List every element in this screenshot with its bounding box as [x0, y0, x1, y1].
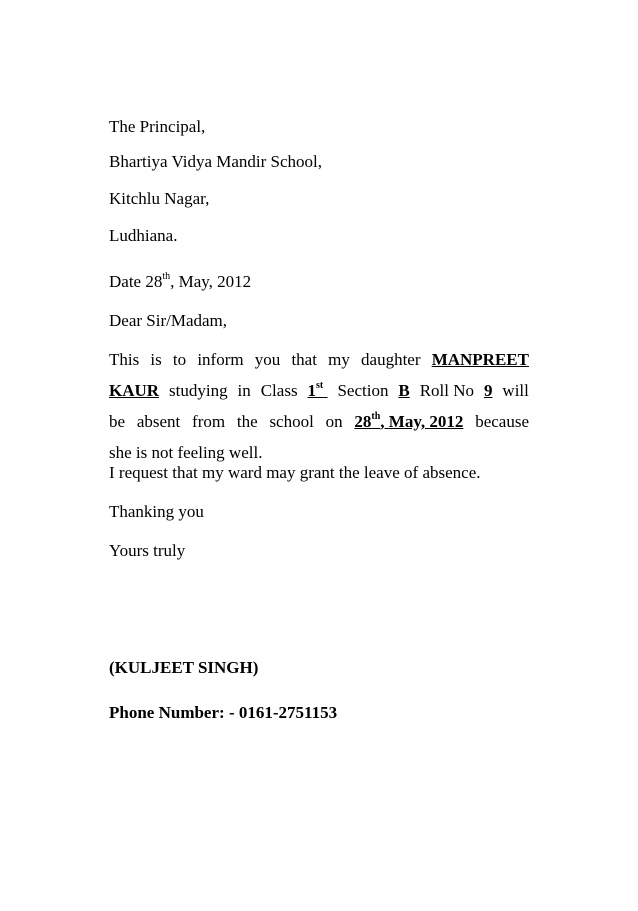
body-word: because: [475, 412, 529, 431]
body-word: daughter: [361, 350, 421, 369]
body-word: on: [325, 412, 343, 431]
city-line: Ludhiana.: [109, 226, 178, 245]
body-word: is: [150, 350, 162, 369]
body-word: Roll No: [419, 381, 475, 400]
thanks-line: Thanking you: [109, 502, 204, 521]
phone-number: Phone Number: - 0161-2751153: [109, 703, 338, 722]
absence-superscript: th: [371, 411, 381, 423]
body-word: school: [269, 412, 314, 431]
date-superscript: th: [162, 271, 171, 283]
locality-line: Kitchlu Nagar,: [109, 189, 210, 208]
body-line-2: [109, 381, 529, 412]
body-word: from: [192, 412, 226, 431]
body-word: inform: [197, 350, 244, 369]
salutation-line: Dear Sir/Madam,: [109, 311, 228, 330]
body-line-3: [109, 412, 529, 443]
body-line-1: [109, 350, 529, 381]
body-paragraph: [109, 350, 529, 463]
body-word: Section: [337, 381, 389, 400]
body-word: studying: [169, 381, 228, 400]
body-line-4: she is not feeling well.: [109, 443, 263, 462]
roll-number: 9: [483, 381, 493, 400]
request-line: I request that my ward may grant the leave of absence.: [109, 463, 481, 482]
body-word: be: [109, 412, 126, 431]
absence-day: 28: [354, 412, 372, 431]
student-last-name: KAUR: [109, 381, 160, 400]
date-line: [109, 272, 251, 292]
body-word: absent: [136, 412, 181, 431]
school-line: Bhartiya Vidya Mandir School,: [109, 152, 323, 171]
class-number: 1: [307, 381, 317, 400]
body-word: This: [109, 350, 140, 369]
date-rest: , May, 2012: [170, 272, 252, 291]
student-first-name: MANPREET: [431, 350, 529, 369]
absence-date-rest: , May, 2012: [380, 412, 464, 431]
body-word: to: [172, 350, 187, 369]
body-word: will: [502, 381, 529, 400]
body-word: the: [236, 412, 258, 431]
body-word: my: [328, 350, 350, 369]
closing-line: Yours truly: [109, 541, 186, 560]
section-value: B: [398, 381, 410, 400]
body-word: that: [291, 350, 317, 369]
class-superscript: st: [316, 380, 324, 392]
recipient-line: The Principal,: [109, 117, 206, 136]
body-word: you: [254, 350, 281, 369]
signature-name: (KULJEET SINGH): [109, 658, 259, 677]
body-word: Class: [260, 381, 298, 400]
date-prefix: Date 28: [109, 272, 163, 291]
class-value: [308, 381, 328, 412]
absence-date: [354, 412, 463, 443]
body-word: in: [237, 381, 251, 400]
